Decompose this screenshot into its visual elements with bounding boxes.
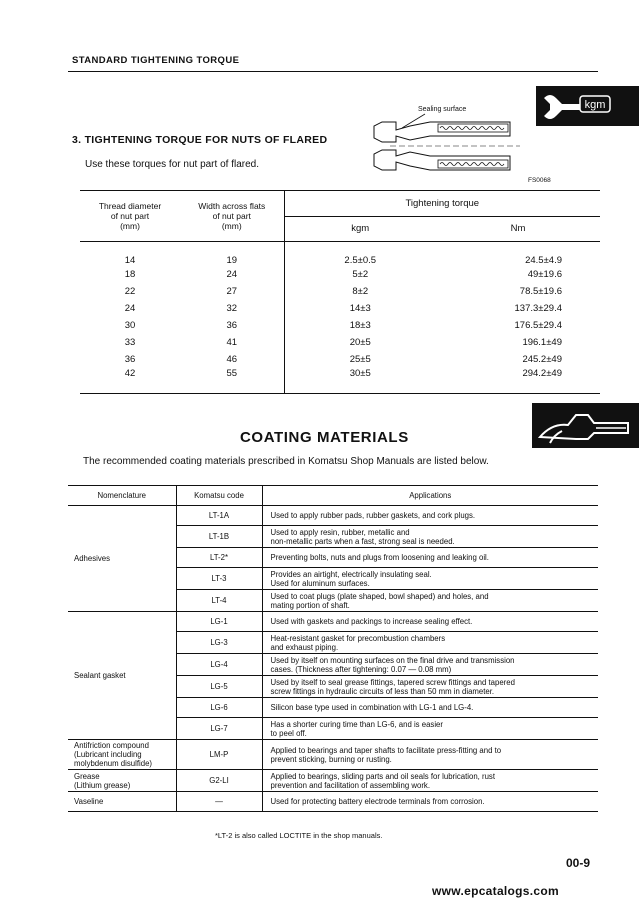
torque-row — [80, 266, 600, 283]
coating-code: G2-LI — [176, 770, 262, 792]
torque-cell-width: 46 — [180, 351, 284, 368]
coating-application: Used to apply resin, rubber, metallic and non-metallic parts when a fast, strong seal is needed. — [262, 526, 598, 548]
footer-url: www.epcatalogs.com — [432, 884, 559, 898]
coating-code: LG-4 — [176, 654, 262, 676]
torque-cell-kgm: 8±2 — [352, 285, 369, 297]
coating-code: — — [176, 792, 262, 812]
torque-row — [80, 283, 600, 300]
torque-cell-width: 32 — [180, 300, 284, 317]
coating-application: Applied to bearings, sliding parts and oil seals for lubrication, rust prevention and facilitation of assembling work. — [262, 770, 598, 792]
coating-application: Provides an airtight, electrically insulating seal. Used for aluminum surfaces. — [262, 568, 598, 590]
torque-row — [80, 334, 600, 351]
header-applications: Applications — [262, 486, 598, 506]
header-nm: Nm — [510, 223, 526, 234]
coating-row — [68, 506, 598, 526]
torque-cell-nm: 49±19.6 — [527, 268, 562, 280]
header-nomenclature: Nomenclature — [68, 486, 176, 506]
sealing-surface-label: Sealing surface — [418, 106, 467, 113]
torque-cell-nm: 294.2±49 — [436, 368, 600, 394]
torque-cell-thread: 18 — [124, 268, 136, 280]
torque-cell-width: 19 — [180, 242, 284, 266]
torque-cell-thread: 30 — [124, 319, 136, 331]
torque-cell-kgm: 30±5 — [284, 368, 436, 394]
torque-row — [80, 351, 600, 368]
torque-cell-nm: 196.1±49 — [522, 336, 562, 348]
grease-gun-icon — [532, 403, 639, 448]
coating-code: LT-1A — [176, 506, 262, 526]
coating-row — [68, 740, 598, 770]
coating-nomenclature: Vaseline — [68, 792, 176, 812]
coating-nomenclature: Sealant gasket — [68, 612, 176, 740]
torque-cell-kgm: 18±3 — [349, 319, 371, 331]
coating-code: LG-7 — [176, 718, 262, 740]
coating-intro: The recommended coating materials prescribed in Komatsu Shop Manuals are listed below. — [83, 456, 489, 467]
torque-cell-kgm: 25±5 — [349, 353, 371, 365]
coating-code: LM-P — [176, 740, 262, 770]
header-tightening-torque: Tightening torque — [284, 191, 600, 217]
header-width-across-flats: Width across flats of nut part (mm) — [180, 191, 284, 242]
torque-cell-thread: 22 — [124, 285, 136, 297]
coating-application: Used to coat plugs (plate shaped, bowl shaped) and holes, and mating portion of shaft. — [262, 590, 598, 612]
footnote: *LT-2 is also called LOCTITE in the shop manuals. — [215, 831, 383, 840]
torque-cell-thread: 42 — [80, 368, 180, 394]
page-number: 00-9 — [566, 856, 591, 870]
torque-cell-nm: 137.3±29.4 — [514, 302, 562, 314]
torque-cell-kgm: 14±3 — [349, 302, 371, 314]
torque-cell-width: 24 — [180, 266, 284, 283]
torque-cell-width: 55 — [180, 368, 284, 394]
coating-application: Used by itself to seal grease fittings, tapered screw fittings and tapered screw fittings in hydraulic circuits of less than 50 mm in diameter. — [262, 676, 598, 698]
kgm-badge-text: kgm — [584, 99, 606, 111]
torque-cell-thread: 24 — [124, 302, 136, 314]
torque-row — [80, 242, 600, 266]
torque-row — [80, 368, 600, 394]
wrench-kgm-badge — [536, 86, 639, 126]
header-komatsu-code: Komatsu code — [176, 486, 262, 506]
coating-application: Has a shorter curing time than LG-6, and is easier to peel off. — [262, 718, 598, 740]
wrench-icon — [536, 86, 639, 126]
torque-cell-nm: 176.5±29.4 — [514, 319, 562, 331]
torque-cell-thread: 36 — [124, 353, 136, 365]
torque-cell-thread: 14 — [124, 254, 136, 266]
coating-application: Silicon base type used in combination with LG-1 and LG-4. — [262, 698, 598, 718]
torque-row — [80, 317, 600, 334]
coating-application: Used by itself on mounting surfaces on the final drive and transmission cases. (Thickness after tightening: 0.07 — 0.08 mm) — [262, 654, 598, 676]
coating-row — [68, 792, 598, 812]
coating-banner — [532, 403, 639, 448]
coating-application: Applied to bearings and taper shafts to facilitate press-fitting and to prevent sticking, burning or rusting. — [262, 740, 598, 770]
coating-application: Preventing bolts, nuts and plugs from loosening and leaking oil. — [262, 548, 598, 568]
torque-table — [80, 190, 600, 394]
coating-row — [68, 770, 598, 792]
header-thread-diameter: Thread diameter of nut part (mm) — [98, 201, 162, 231]
torque-cell-thread: 33 — [124, 336, 136, 348]
coating-application: Used with gaskets and packings to increase sealing effect. — [262, 612, 598, 632]
coating-code: LT-3 — [176, 568, 262, 590]
torque-cell-width: 27 — [180, 283, 284, 300]
coating-code: LG-1 — [176, 612, 262, 632]
coating-code: LG-3 — [176, 632, 262, 654]
torque-cell-nm: 245.2±49 — [522, 353, 562, 365]
torque-cell-kgm: 5±2 — [352, 268, 369, 280]
coating-application: Heat-resistant gasket for precombustion chambers and exhaust piping. — [262, 632, 598, 654]
torque-cell-nm: 24.5±4.9 — [525, 254, 562, 266]
coating-application: Used for protecting battery electrode terminals from corrosion. — [262, 792, 598, 812]
torque-cell-nm: 78.5±19.6 — [519, 285, 562, 297]
torque-cell-kgm: 2.5±0.5 — [344, 254, 377, 266]
torque-cell-kgm: 20±5 — [349, 336, 371, 348]
coating-table — [68, 485, 598, 812]
torque-row — [80, 300, 600, 317]
coating-code: LG-6 — [176, 698, 262, 718]
header-kgm: kgm — [351, 223, 370, 234]
coating-code: LT-2* — [176, 548, 262, 568]
coating-nomenclature: Antifriction compound (Lubricant including molybdenum disulfide) — [68, 740, 176, 770]
torque-cell-width: 41 — [180, 334, 284, 351]
page-header-title: STANDARD TIGHTENING TORQUE — [72, 55, 240, 66]
coating-code: LT-4 — [176, 590, 262, 612]
header-rule — [68, 71, 598, 72]
coating-code: LT-1B — [176, 526, 262, 548]
coating-row — [68, 612, 598, 632]
coating-nomenclature: Adhesives — [68, 506, 176, 612]
diagram-code: FS0068 — [528, 177, 551, 184]
coating-code: LG-5 — [176, 676, 262, 698]
coating-title: COATING MATERIALS — [240, 429, 409, 446]
section-subtitle: Use these torques for nut part of flared. — [85, 159, 259, 170]
flared-nut-diagram — [370, 100, 530, 180]
section-title: 3. TIGHTENING TORQUE FOR NUTS OF FLARED — [72, 134, 328, 146]
coating-nomenclature: Grease (Lithium grease) — [68, 770, 176, 792]
coating-application: Used to apply rubber pads, rubber gaskets, and cork plugs. — [262, 506, 598, 526]
torque-cell-width: 36 — [180, 317, 284, 334]
